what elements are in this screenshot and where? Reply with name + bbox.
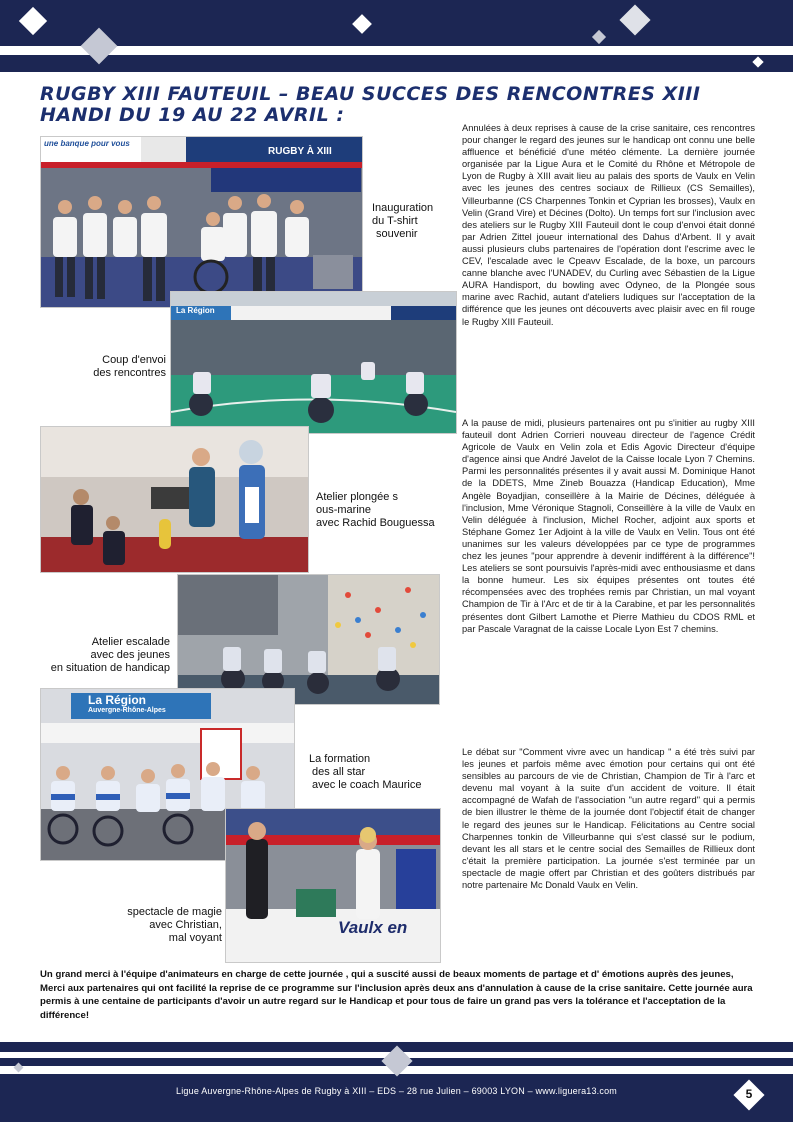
photo-tshirt-inauguration <box>40 136 363 308</box>
photo-1-banner: une banque pour vous <box>44 139 130 148</box>
caption-tshirt: Inauguration du T-shirt souvenir <box>372 202 434 240</box>
photo-diving <box>40 426 309 573</box>
header-stripe <box>0 55 793 72</box>
caption-all-stars: La formation des all star avec le coach Maurice <box>309 753 422 791</box>
article-paragraph-1: Annulées à deux reprises à cause de la crise sanitaire, ces rencontres pour changer le regard des jeunes sur le handicap ont connu une belle affluence et bénéficié d'une météo clémente. La dernière journée organisée par la Ligue Aura et le Comité du Rhône et Métropole de Lyon de Rugby à XIII avait lieu au palais des sports de Vaulx en Velin avec les jeunes des centres sociaux de Rillieux (CS Semailles), Villeurbanne (CS Charpennes Tonkin et Cyprian les brosses), Vaulx en Velin (Grand Vire) et Décines (Dolto). Un temps fort sur l'inclusion avec des ateliers sur le Rugby XIII Fauteuil dont le coup d'envoi était donné par Adrien Zittel joueur international des Dahus d'Arbent. Il y avait aussi plusieurs clubs partenaires de l'opération dont l'escrime avec le CEV, l'escalade avec le Cpeavv Escalade, de la boxe, un parcours canne blanche avec l'UNADEV, du Curling avec Sébastien de la Ligue AURA Handisport, du bowling avec Odyneo, de la Plongée sous marine avec Rachid, autant d'ateliers ludiques sur l'acceptation de la différence que les jeunes ont découverts avec plaisir avec en fil rouge le Rugby XIII Fauteuil. <box>462 123 755 327</box>
photo-1-sign: RUGBY À XIII <box>268 146 332 157</box>
page-number-badge <box>734 1080 764 1110</box>
photo-5-sign: La Région Auvergne-Rhône-Alpes <box>88 693 166 714</box>
page-number: 5 <box>745 1087 753 1101</box>
photo-2-sign: La Région <box>176 306 215 315</box>
article-paragraph-3: Le débat sur "Comment vivre avec un handicap " a été très suivi par les jeunes et parfois même avec émotion pour certains qui ont été sensibles au parcours de vie de Christian, Champion de Tir à l'arc et devenu mal voyant à la suite d'un accident de voiture. Il était accompagné de Wafah de l'association "un autre regard" qui a permis de bien illustrer le thème de la journée dont l'objectif était de changer le regard des jeunes sur le Handicap. Félicitations au Centre social Charpennes tonkin de Villeurbanne qui s'est classé sur le podium, devant les all stars et le centre social des Semailles de Rillieux dont c'était la première participation. La journée s'est terminée par un spectacle de magie offert par Christian et des goûters distribués par notre partenaire Mc Donald Vaulx en Velin. <box>462 747 755 891</box>
photo-magic-show <box>225 808 441 963</box>
caption-kickoff: Coup d'envoi des rencontres <box>93 354 166 379</box>
photo-6-sign: Vaulx en <box>338 918 408 937</box>
caption-magic: spectacle de magie avec Christian, mal voyant <box>127 906 222 944</box>
article-conclusion: Un grand merci à l'équipe d'animateurs en charge de cette journée , qui a suscité aussi de beaux moments de partage et d' émotions auprès des jeunes, Merci aux partenaires qui ont facilité la reprise de ce programme sur l'inclusion après deux ans d'annulation à cause de la crise sanitaire. Cette journée aura permis à une centaine de participants d'avoir un autre regard sur le Handicap et pour tous de faire un grand pas vers la tolérance et l'acceptation de la différence! <box>40 969 753 1021</box>
footer-address: Ligue Auvergne-Rhône-Alpes de Rugby à XIII – EDS – 28 rue Julien – 69003 LYON – www.liguera13.com <box>176 1086 617 1096</box>
article-paragraph-2: A la pause de midi, plusieurs partenaires ont pu s'initier au rugby XIII fauteuil dont Adrien Corrieri nouveau directeur de l'agence Crédit Agricole de Vaulx en Velin zola et Edis Agovic Directeur d'équipe d'agence ainsi que André Javelot de la Caisse locale Lyon 7 Chemins. Parmi les personnalités présentes il y avait aussi M. Dominique Hanot de la DDETS, Mme Zineb Bouazza (Handicap Education), Mme Angèle Boyadjian, conseillère à la Mairie de Décines, déléguée à l'inclusion, Mme Véronique Stagnoli, Conseillère à la ville de Vaulx en Velin déléguée à l'inclusion, Michel Rocher, adjoint aux sports et Stéphane Gomez 1er Adjoint à la ville de Vaulx en Velin. Tous ont été unanimes sur les valeurs développées par ce type de programmes chez les jeunes "pour apprendre à devenir indifférent à la différence"! Les ateliers se sont poursuivis l'après-midi avec enthousiasme et dans la bonne humeur. Les six équipes présentes ont toutes été récompensées avec des trophées remis par Christian, un mal voyant Champion de Tir à l'Arc et de tir à la Carabine, et par les personnalités présentes dont Gilbert Lamothe et Pierre Mathieu du CDOS RML et par Pascale Varagnat de la caisse Locale Lyon Est 7 chemins. <box>462 418 755 634</box>
caption-diving: Atelier plongée s ous-marine avec Rachid Bouguessa <box>316 491 435 529</box>
photo-climbing <box>177 574 440 705</box>
caption-climbing: Atelier escalade avec des jeunes en situation de handicap <box>50 636 170 674</box>
header-band <box>0 0 793 46</box>
article-title: RUGBY XIII FAUTEUIL – BEAU SUCCES DES RENCONTRES XIII HANDI DU 19 AU 22 AVRIL : <box>40 83 701 126</box>
footer-band-3 <box>0 1074 793 1122</box>
